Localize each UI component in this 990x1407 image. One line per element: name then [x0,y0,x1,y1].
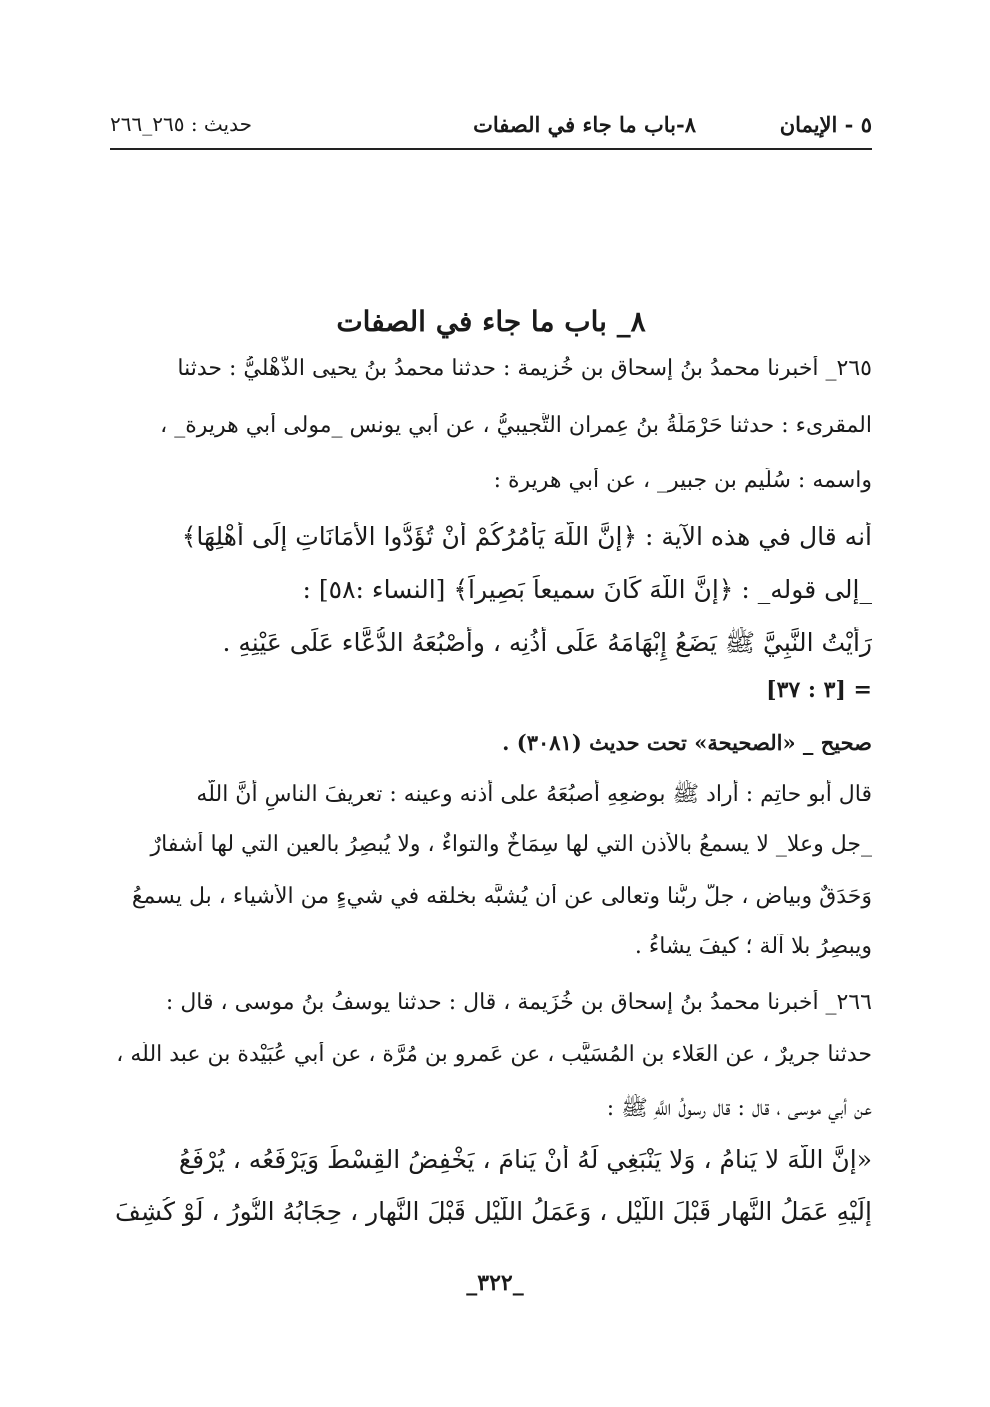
hadith-266-matn-line: إِلَيْهِ عَمَلُ النَّهارِ قَبْلَ اللَّيْلِ ، وَعَمَلُ اللَّيْلِ قَبْلَ النَّهارِ ، حِجَابُهُ النُّورُ ، لَوْ كُشِفَ [114,1197,872,1226]
hadith-266-isnad-line: حدثنا جريرٌ ، عن العَلاء بنِ المُسَيَّب ، عن عَمرو بن مُرَّة ، عن أبي عُبَيْدة بن عبد اللَّه ، [116,1042,872,1067]
hadith-265-matn-line: رَأَيْتُ النَّبِيَّ ﷺ يَضَعُ إِبْهَامَهُ عَلَى أُذُنِه ، وأُصْبُعَهُ الدُّعَّاء عَلَى عَيْنِهِ . [222,628,872,657]
hadith-266-matn-line: «إنَّ اللَّهَ لا يَنامُ ، وَلا يَنْبَغِي لَهُ أَنْ يَنامَ ، يَخْفِضُ القِسْطَ وَيَرْفَعُه ، يُرْفَعُ [178,1145,872,1174]
abu-hatim-line: وَحَدَقٌ وبياض ، جلَّ ربُّنا وتعالى عن أن يُشبَّه بخلقه في شيءٍ من الأشياء ، بل يسمعُ [131,884,872,909]
hadith-265-matn-line: _إلى قوله_ : ﴿إنَّ اللَّهَ كَانَ سميعاً بَصِيراً﴾ [النساء :٥٨] : [302,575,872,604]
header-section-title: ٥ - الإيمان [779,112,872,137]
hadith-265-isnad-line: واسمه : سُلَيم بن جبير_ ، عن أبي هريرة : [493,468,872,493]
hadith-265-reference: = [٣ : ٣٧] [766,677,872,703]
abu-hatim-line: قال أبو حاتِم : أراد ﷺ بوضعِهِ أصبُعَهُ على أذنه وعينه : تعريفَ الناسِ أنَّ اللَّه [196,782,872,807]
hadith-265-grading: صحيح _ «الصحيحة» تحت حديث (٣٠٨١) . [502,730,872,755]
hadith-266-isnad-line: عن أبي موسى ، قال : قال رسولُ اللَّهِ ﷺ : [606,1096,872,1121]
hadith-265-isnad-line: ٢٦٥_ أخبرنا محمدُ بنُ إسحاق بن خُزيمة : حدثنا محمدُ بنُ يحيى الذُّهْليُّ : حدثنا [177,356,872,381]
header-hadith-range: حديث : ٢٦٥_٢٦٦ [110,112,252,136]
chapter-title: ٨_ باب ما جاء في الصفات [336,305,646,338]
page-number: _٣٢٢_ [466,1270,524,1296]
hadith-265-matn-line: أنه قال في هذه الآية : ﴿إنَّ اللَّهَ يَأْمُرُكُمْ أَنْ تُؤَدُّوا الأمَانَاتِ إِلَى أَهْلِهَا﴾ [181,522,872,551]
abu-hatim-line: ويبصِرُ بلا آلة ؛ كيفَ يشاءُ . [634,934,872,959]
header-chapter-title: ٨-باب ما جاء في الصفات [473,112,696,137]
running-header [110,112,872,152]
abu-hatim-line: _جل وعلا_ لا يسمعُ بالأذن التي لها سِمَاخٌ والتواءٌ ، ولا يُبصِرُ بالعين التي لها أشفارٌ [150,832,872,857]
hadith-266-isnad-line: ٢٦٦_ أخبرنا محمدُ بنُ إسحاق بن خُزَيمة ، قال : حدثنا يوسفُ بنُ موسى ، قال : [165,990,872,1015]
hadith-265-isnad-line: المقرىء : حدثنا حَرْمَلَةُ بنُ عِمران التُّجيبيُّ ، عن أبي يونس _مولى أبي هريرة_ ، [160,413,872,438]
header-divider [110,148,872,150]
